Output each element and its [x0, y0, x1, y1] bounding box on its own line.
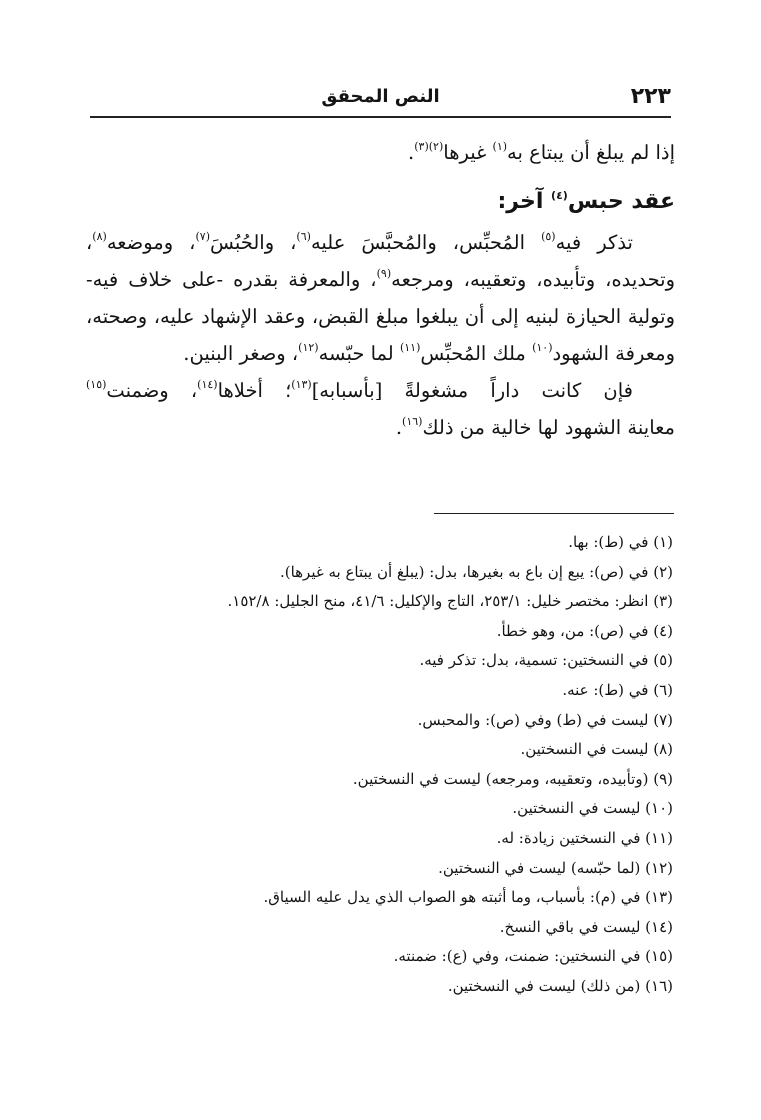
main-text: [86, 134, 675, 446]
footnote: (٨) ليست في النسختين.: [520, 740, 673, 759]
footnote: (٢) في (ص): يبع إن باع به بغيرها، بدل: (يبلغ أن يبتاع به غيرها).: [279, 562, 673, 581]
paragraph-1-line-3: [86, 298, 675, 335]
footnote-ref: (١): [492, 140, 508, 153]
footnote-ref: (١٥): [86, 378, 107, 391]
text-line-1: [86, 134, 675, 171]
footnote-separator: [434, 513, 674, 514]
footnote: (١) في (ط): بها.: [568, 533, 673, 551]
footnote: (٧) ليست في (ط) وفي (ص): والمحبس.: [417, 710, 673, 729]
footnote-ref: (٨): [92, 230, 107, 243]
text-segment: لما حبّسه: [318, 342, 400, 365]
text-segment: ، وضمنت: [106, 379, 198, 402]
text-segment: معاينة الشهود لها خالية من ذلك: [422, 416, 675, 439]
paragraph-1-line-4: [86, 335, 675, 372]
footnote-ref: (١١): [399, 341, 421, 354]
paragraph-1-line-1: [86, 224, 675, 261]
text-segment: ؛ أخلاها: [217, 379, 292, 402]
page-header: [90, 80, 671, 118]
paragraph-2-line-1: [86, 372, 675, 409]
footnote-ref: (٧): [195, 230, 210, 243]
footnote: (٥) في النسختين: تسمية، بدل: تذكر فيه.: [419, 651, 673, 670]
footnote-ref: (٥): [541, 230, 556, 243]
text-segment: ، والمعرفة بقدره -على خلاف فيه-: [86, 268, 377, 291]
text-segment: وتحديده، وتأبيده، وتعقيبه، ومرجعه: [391, 268, 675, 291]
footnotes-list: [86, 528, 673, 1002]
text-segment: إذا لم يبلغ أن يبتاع به: [507, 141, 675, 164]
text-segment: .: [408, 141, 415, 164]
paragraph-1-line-2: [86, 261, 675, 298]
footnote: (٤) في (ص): من، وهو خطأ.: [496, 621, 673, 640]
paragraph-2-line-2: [86, 409, 675, 446]
footnote: (٦) في (ط): عنه.: [562, 680, 673, 699]
footnote: (١٠) ليست في النسختين.: [512, 799, 673, 818]
footnote-ref: (١٣): [291, 378, 312, 391]
text-segment: وتولية الحيازة لبنيه إلى أن يبلغوا مبلغ القبض، وعقد الإشهاد عليه، وصحته،: [86, 305, 675, 328]
text-segment: ملك المُحبِّس: [420, 342, 533, 365]
text-segment: .: [395, 416, 403, 439]
section-heading: [86, 183, 675, 220]
heading-text: عقد حبس: [567, 189, 675, 214]
footnote: (١٢) (لما حبّسه) ليست في النسختين.: [438, 858, 673, 877]
footnote-ref: (٩): [376, 267, 392, 280]
footnote-ref: (٢)(٣): [414, 140, 444, 153]
footnote: (٩) (وتأبيده، وتعقيبه، ومرجعه) ليست في النسختين.: [352, 769, 673, 788]
heading-text: آخر:: [497, 189, 552, 214]
text-segment: ومعرفة الشهود: [552, 342, 675, 365]
footnote-ref: (٦): [296, 230, 311, 243]
footnote-ref: (١٠): [532, 341, 553, 354]
text-segment: فإن كانت داراً مشغولةً [بأسبابه]: [311, 379, 633, 402]
footnote-ref: (١٤): [197, 378, 218, 391]
text-segment: غيرها: [443, 141, 493, 164]
footnote-ref: (١٦): [402, 415, 423, 428]
text-segment: ، والحُبُسَ: [210, 231, 297, 254]
footnote-ref: (١٢): [298, 341, 319, 354]
footnote: (١٤) ليست في باقي النسخ.: [499, 917, 673, 936]
footnote: (٣) انظر: مختصر خليل: ٢٥٣/١، التاج والإكليل: ٤١/٦، منح الجليل: ١٥٢/٨.: [227, 592, 673, 611]
text-segment: ، وموضعه: [106, 231, 196, 254]
footnote: (١١) في النسختين زيادة: له.: [496, 828, 673, 847]
footnote-ref: (٤): [551, 189, 568, 202]
text-segment: ،: [86, 231, 93, 254]
text-segment: ، وصغر البنين.: [183, 342, 299, 365]
text-segment: تذكر فيه: [555, 231, 633, 254]
footnote: (١٦) (من ذلك) ليست في النسختين.: [447, 976, 673, 995]
footnote: (١٣) في (م): بأسباب، وما أثبته هو الصواب الذي يدل عليه السياق.: [263, 888, 673, 907]
footnote: (١٥) في النسختين: ضمنت، وفي (ع): ضمنته.: [393, 947, 673, 966]
page-number: ٢٢٣: [630, 84, 671, 109]
running-title: النص المحقق: [321, 86, 440, 107]
text-segment: المُحبِّس، والمُحبَّسَ عليه: [310, 231, 542, 254]
